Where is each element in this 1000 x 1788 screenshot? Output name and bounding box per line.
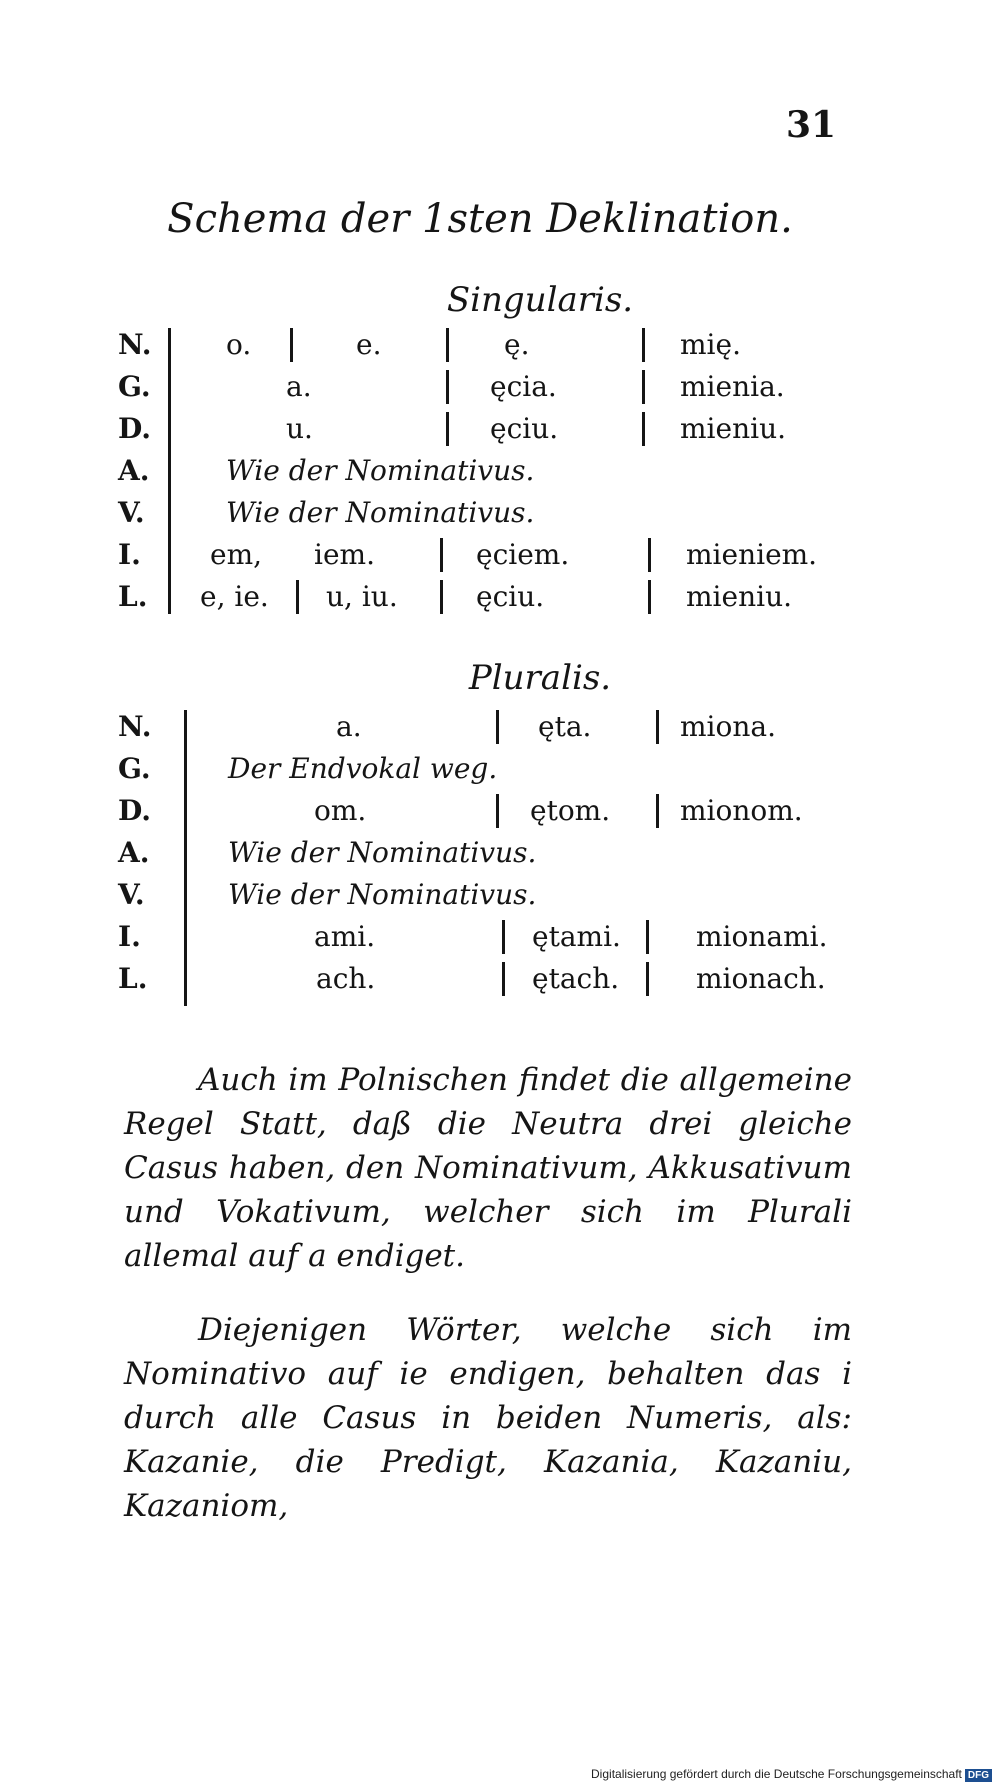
- cell: mieniu.: [686, 580, 792, 613]
- paragraph-text: Auch im Polnischen findet die allgemeine Regel Statt, daß die Neutra drei gleiche Casus haben, den Nominativum, Akkusativum und Vokativum, welcher sich im Plurali allemal auf a endiget.: [124, 1062, 852, 1274]
- row-text: Wie der Nominativus.: [228, 878, 537, 911]
- paragraph-text: Diejenigen Wörter, welche sich im Nominativo auf ie endigen, behalten das i durch alle Casus in beiden Numeris, als: Kazanie, die Predigt, Kazania, Kazaniu, Kazaniom,: [124, 1312, 852, 1524]
- cell: ęciu.: [476, 580, 545, 613]
- case-label: V.: [118, 496, 145, 529]
- table-row: [118, 872, 858, 914]
- case-label: I.: [118, 538, 141, 571]
- cell: ęciu.: [490, 412, 559, 445]
- cell: ę.: [504, 328, 530, 361]
- page-number: 31: [786, 104, 837, 146]
- case-label: L.: [118, 580, 148, 613]
- table-row: [118, 788, 858, 830]
- cell: mię.: [680, 328, 741, 361]
- cell: ętach.: [532, 962, 620, 995]
- cell: a.: [336, 710, 362, 743]
- case-label: N.: [118, 328, 152, 361]
- singularis-heading: Singularis.: [446, 280, 634, 320]
- table-row: [118, 322, 858, 364]
- table-row: [118, 490, 858, 532]
- case-label: I.: [118, 920, 141, 953]
- table-row: [118, 364, 858, 406]
- case-label: V.: [118, 878, 145, 911]
- cell: ach.: [316, 962, 376, 995]
- cell: iem.: [314, 538, 375, 571]
- footer-text: Digitalisierung gefördert durch die Deutsche Forschungsgemeinschaft: [591, 1767, 962, 1781]
- cell: ętami.: [532, 920, 621, 953]
- table-row: [118, 830, 858, 872]
- pluralis-table: [118, 704, 858, 998]
- cell: u, iu.: [326, 580, 398, 613]
- cell: ami.: [314, 920, 376, 953]
- table-row: [118, 448, 858, 490]
- cell: mieniu.: [680, 412, 786, 445]
- row-text: Der Endvokal weg.: [228, 752, 498, 785]
- dfg-logo: DFG: [965, 1769, 992, 1782]
- row-text: Wie der Nominativus.: [228, 836, 537, 869]
- cell: mionami.: [696, 920, 828, 953]
- case-label: A.: [118, 454, 150, 487]
- cell: om.: [314, 794, 367, 827]
- table-row: [118, 532, 858, 574]
- row-text: Wie der Nominativus.: [226, 496, 535, 529]
- case-label: G.: [118, 370, 151, 403]
- cell: u.: [286, 412, 313, 445]
- cell: mionach.: [696, 962, 826, 995]
- cell: mienia.: [680, 370, 785, 403]
- cell: ętom.: [530, 794, 611, 827]
- case-label: D.: [118, 412, 152, 445]
- cell: e, ie.: [200, 580, 269, 613]
- cell: mieniem.: [686, 538, 818, 571]
- case-label: G.: [118, 752, 151, 785]
- cell: miona.: [680, 710, 776, 743]
- case-label: A.: [118, 836, 150, 869]
- table-row: [118, 914, 858, 956]
- table-row: [118, 704, 858, 746]
- table-row: [118, 406, 858, 448]
- cell: mionom.: [680, 794, 803, 827]
- case-label: D.: [118, 794, 152, 827]
- cell: ęcia.: [490, 370, 557, 403]
- cell: e.: [356, 328, 382, 361]
- row-text: Wie der Nominativus.: [226, 454, 535, 487]
- page-title: Schema der 1sten Deklination.: [167, 196, 793, 242]
- table-row: [118, 746, 858, 788]
- case-label: N.: [118, 710, 152, 743]
- cell: o.: [226, 328, 252, 361]
- table-row: [118, 956, 858, 998]
- singularis-table: [118, 322, 858, 616]
- cell: ęciem.: [476, 538, 570, 571]
- case-label: L.: [118, 962, 148, 995]
- paragraph-neutra-rule: [124, 1058, 852, 1278]
- cell: a.: [286, 370, 312, 403]
- pluralis-heading: Pluralis.: [468, 658, 612, 698]
- digitization-footer: [591, 1767, 992, 1782]
- table-row: [118, 574, 858, 616]
- cell: em,: [210, 538, 263, 571]
- cell: ęta.: [538, 710, 592, 743]
- paragraph-ie-endings: [124, 1308, 852, 1528]
